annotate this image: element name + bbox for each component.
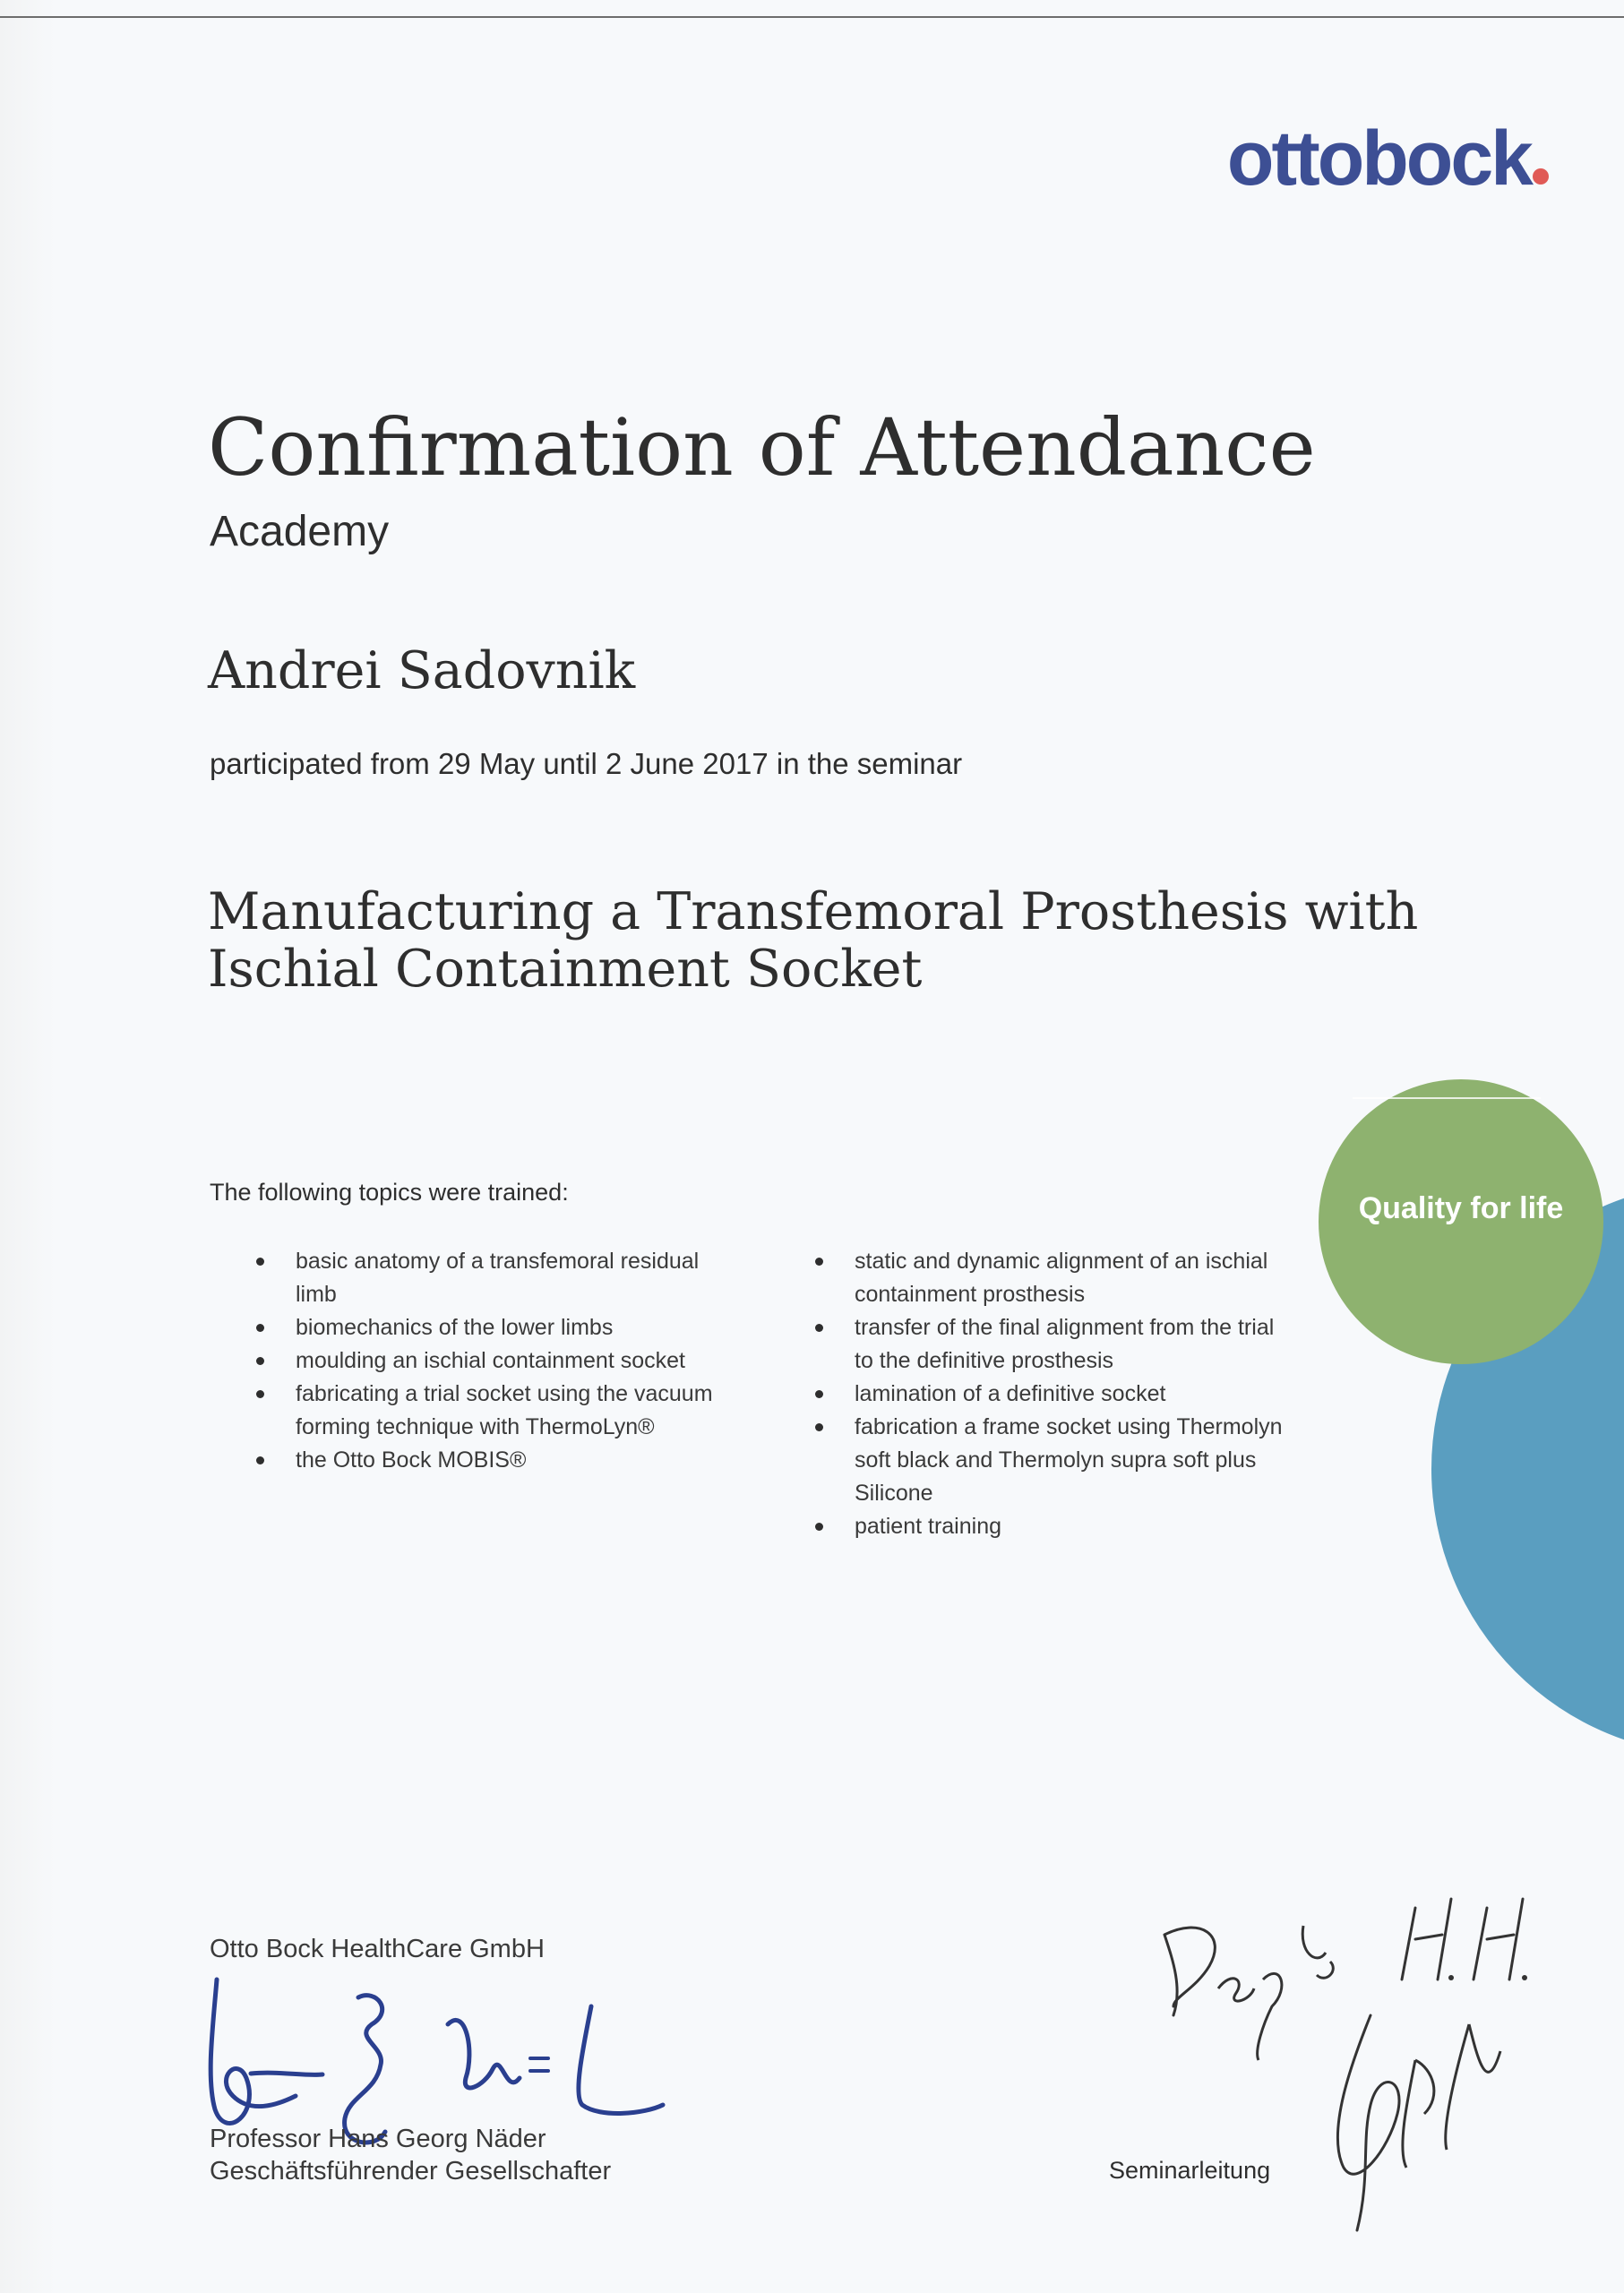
topic-item-line: to the definitive prosthesis <box>855 1348 1114 1373</box>
bullet-icon <box>256 1390 264 1398</box>
topic-item-line: patient training <box>855 1514 1002 1539</box>
topic-item-line: lamination of a definitive socket <box>855 1381 1166 1406</box>
seminar-lead-signature <box>1147 1881 1568 2239</box>
topic-item <box>855 1510 1329 1543</box>
topic-item-line: static and dynamic alignment of an ischial <box>855 1249 1268 1274</box>
topic-item <box>855 1311 1329 1378</box>
topics-heading: The following topics were trained: <box>210 1179 569 1206</box>
topic-item-line: moulding an ischial containment socket <box>296 1348 685 1373</box>
seminar-title-line: Manufacturing a Transfemoral Prosthesis with <box>208 882 1419 941</box>
seminar-title-line: Ischial Containment Socket <box>208 940 923 999</box>
document-subtitle: Academy <box>210 508 390 555</box>
topic-item <box>855 1378 1329 1411</box>
ottobock-logo <box>1227 115 1549 203</box>
scan-top-line <box>0 16 1624 18</box>
topic-item <box>296 1245 761 1311</box>
bullet-icon <box>815 1324 823 1332</box>
scan-edge <box>0 0 56 2293</box>
topic-list-left <box>296 1245 761 1477</box>
bullet-icon <box>815 1523 823 1531</box>
bullet-icon <box>256 1456 264 1464</box>
quality-badge-text: Quality for life <box>1358 1191 1564 1225</box>
topic-item-line: forming technique with ThermoLyn® <box>296 1414 655 1439</box>
topic-item-line: limb <box>296 1282 337 1307</box>
logo-dot-icon <box>1533 168 1549 185</box>
topic-item <box>855 1411 1329 1510</box>
seminar-lead-label: Seminarleitung <box>1109 2157 1271 2184</box>
topic-item-line: containment prosthesis <box>855 1282 1086 1307</box>
bullet-icon <box>256 1324 264 1332</box>
topic-item-line: Silicone <box>855 1481 933 1506</box>
bullet-icon <box>815 1258 823 1266</box>
participant-name: Andrei Sadovnik <box>208 641 636 700</box>
bullet-icon <box>256 1357 264 1365</box>
topic-item-line: fabricating a trial socket using the vacuum <box>296 1381 713 1406</box>
bullet-icon <box>815 1390 823 1398</box>
company-name: Otto Bock HealthCare GmbH <box>210 1935 545 1963</box>
signer-role: Geschäftsführender Gesellschafter <box>210 2157 612 2186</box>
topic-item-line: basic anatomy of a transfemoral residual <box>296 1249 700 1274</box>
topic-item <box>296 1378 761 1444</box>
topic-item-line: fabrication a frame socket using Thermolyn <box>855 1414 1283 1439</box>
topic-item <box>296 1311 761 1344</box>
participation-text: participated from 29 May until 2 June 2017 in the seminar <box>210 747 963 780</box>
topic-item <box>855 1245 1329 1311</box>
bullet-icon <box>256 1258 264 1266</box>
topic-item <box>296 1344 761 1378</box>
topic-item-line: the Otto Bock MOBIS® <box>296 1447 527 1473</box>
topic-item-line: soft black and Thermolyn supra soft plus <box>855 1447 1257 1473</box>
bullet-icon <box>815 1423 823 1431</box>
document-title: Confirmation of Attendance <box>208 401 1316 494</box>
topic-item <box>296 1444 761 1477</box>
logo-text: ottobock <box>1226 116 1531 202</box>
topic-list-right <box>855 1245 1329 1543</box>
topic-item-line: transfer of the final alignment from the trial <box>855 1315 1275 1340</box>
circle-highlight-line <box>1353 1097 1541 1099</box>
seminar-title <box>208 883 1426 998</box>
signer-name: Professor Hans Georg Näder <box>210 2125 546 2153</box>
topic-item-line: biomechanics of the lower limbs <box>296 1315 614 1340</box>
